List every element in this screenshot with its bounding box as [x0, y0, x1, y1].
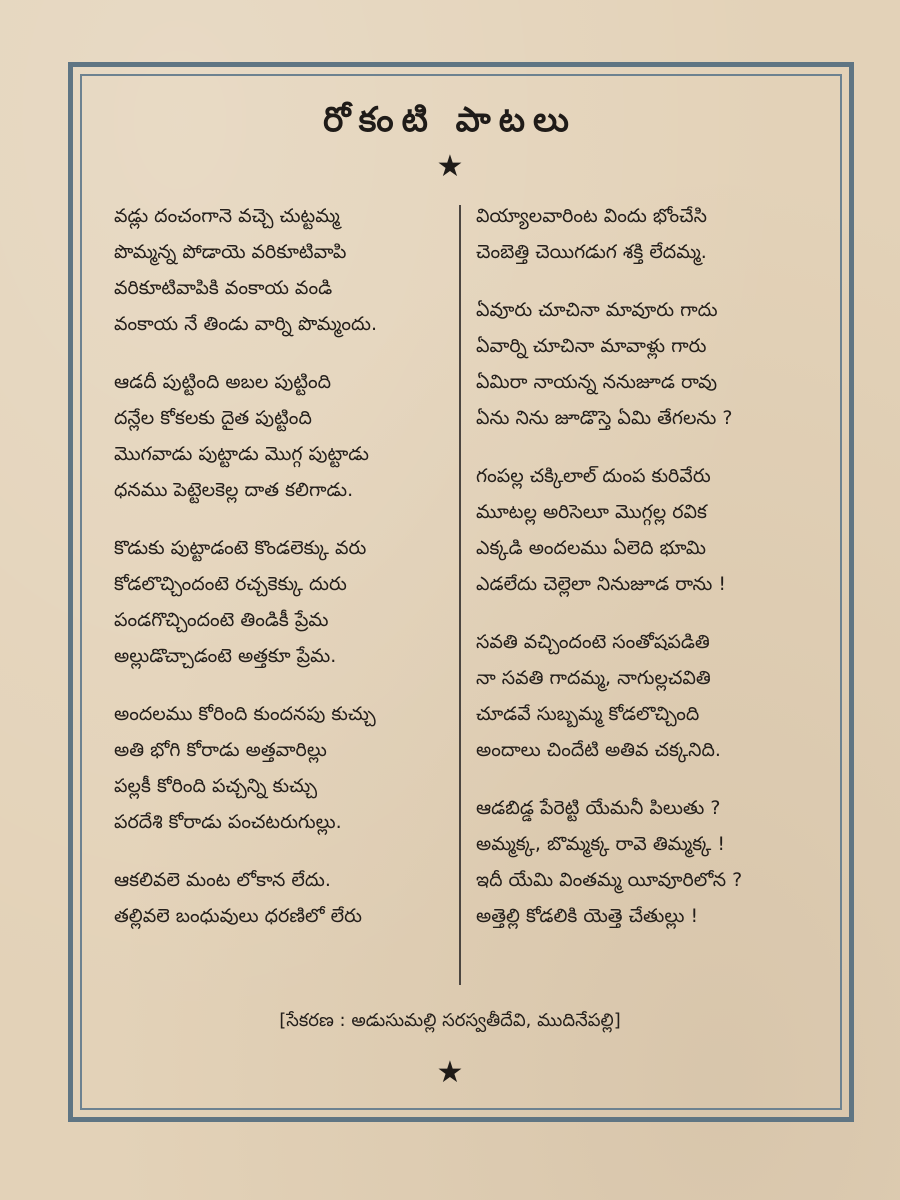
- left-column: [114, 198, 449, 956]
- star-icon: ★: [436, 149, 464, 184]
- verse-line: వంకాయ నే తిండు వార్ని పొమ్మందు.: [114, 313, 378, 335]
- verse-line: ఎక్కడి అందలము ఏలెది భూమి: [476, 537, 707, 559]
- verse-line: ఏను నిను జూడొస్తె ఏమి తేగలను ?: [476, 407, 733, 429]
- verse-line: పండగొచ్చిందంటె తిండికీ ప్రేమ: [114, 609, 329, 631]
- verse-line: వరికూటివాపికి వంకాయ వండి: [114, 277, 333, 299]
- stanza: [114, 530, 449, 674]
- verse-line: ఆడదీ పుట్టింది అబల పుట్టింది: [114, 371, 332, 393]
- verse-line: ఎడలేదు చెల్లెలా నినుజూడ రాను !: [476, 573, 727, 595]
- verse-line: కొడుకు పుట్టాడంటె కొండలెక్కు వరు: [114, 537, 367, 559]
- verse-line: పరదేశి కోరాడు పంచటరుగుల్లు.: [114, 811, 342, 833]
- stanza: [476, 790, 836, 934]
- source-credit: [సేకరణ : అడుసుమల్లి సరస్వతీదేవి, ముదినేపల్లి]: [279, 1010, 621, 1031]
- verse-line: తల్లివలె బంధువులు ధరణిలో లేరు: [114, 905, 362, 927]
- stanza: [114, 696, 449, 840]
- verse-line: ఏవార్ని చూచినా మావాళ్లు గారు: [476, 335, 707, 357]
- right-column: [476, 198, 836, 956]
- verse-line: పల్లకీ కోరింది పచ్చన్ని కుచ్చు: [114, 775, 318, 797]
- verse-line: కోడలొచ్చిందంటె రచ్చకెక్కు దురు: [114, 573, 347, 595]
- verse-line: గంపల్ల చక్కిలాల్ దుంప కురివేరు: [476, 465, 711, 487]
- stanza: [114, 198, 449, 342]
- verse-line: వడ్లు దంచంగానె వచ్చె చుట్టమ్మ: [114, 205, 340, 227]
- stanza: [476, 198, 836, 270]
- verse-line: ఏవూరు చూచినా మావూరు గాదు: [476, 299, 718, 321]
- verse-line: మొగవాడు పుట్టాడు మొగ్గ పుట్టాడు: [114, 443, 369, 465]
- verse-line: ఆడబిడ్డ పేరెట్టి యేమనీ పిలుతు ?: [476, 797, 721, 819]
- star-icon: ★: [436, 1055, 464, 1090]
- verse-line: ఆకలివలె మంట లోకాన లేదు.: [114, 869, 331, 891]
- verse-line: ఏమిరా నాయన్న ననుజూడ రావు: [476, 371, 718, 393]
- verse-line: ఇదీ యేమి వింతమ్మ యీవూరిలోన ?: [476, 869, 743, 891]
- verse-line: నా సవతి గాదమ్మ, నాగుల్లచవితి: [476, 667, 711, 689]
- verse-line: అతి భోగి కోరాడు అత్తవారిల్లు: [114, 739, 327, 761]
- verse-line: పొమ్మన్న పోడాయె వరికూటివాపి: [114, 241, 347, 263]
- verse-line: చూడవే సుబ్బమ్మ కోడలొచ్చింది: [476, 703, 700, 725]
- verse-line: అత్తెల్లి కోడలికి యెత్తె చేతుల్లు !: [476, 905, 699, 927]
- stanza: [114, 364, 449, 508]
- stanza: [476, 624, 836, 768]
- stanza: [476, 458, 836, 602]
- verse-line: సవతి వచ్చిందంటె సంతోషపడితి: [476, 631, 710, 653]
- verse-line: వియ్యాలవారింట విందు భోంచేసి: [476, 205, 707, 227]
- verse-line: అందాలు చిందేటి అతివ చక్కనిది.: [476, 739, 721, 761]
- verse-line: దన్లేల కోకలకు దైత పుట్టింది: [114, 407, 312, 429]
- verse-line: ధనము పెట్టెలకెల్ల దాత కలిగాడు.: [114, 479, 354, 501]
- verse-line: చెంబెత్తి చెయిగడుగ శక్తి లేదమ్మ.: [476, 241, 707, 263]
- verse-line: అల్లుడొచ్చాడంటె అత్తకూ ప్రేమ.: [114, 645, 337, 667]
- verse-line: అందలము కోరింది కుందనపు కుచ్చు: [114, 703, 376, 725]
- page-title: రోకంటి పాటలు: [323, 100, 577, 140]
- stanza: [476, 292, 836, 436]
- verse-line: అమ్మక్క, బొమ్మక్క రావె తిమ్మక్క !: [476, 833, 726, 855]
- stanza: [114, 862, 449, 934]
- verse-line: మూటల్ల అరిసెలూ మొగ్గల్ల రవిక: [476, 501, 707, 523]
- column-divider: [459, 205, 461, 985]
